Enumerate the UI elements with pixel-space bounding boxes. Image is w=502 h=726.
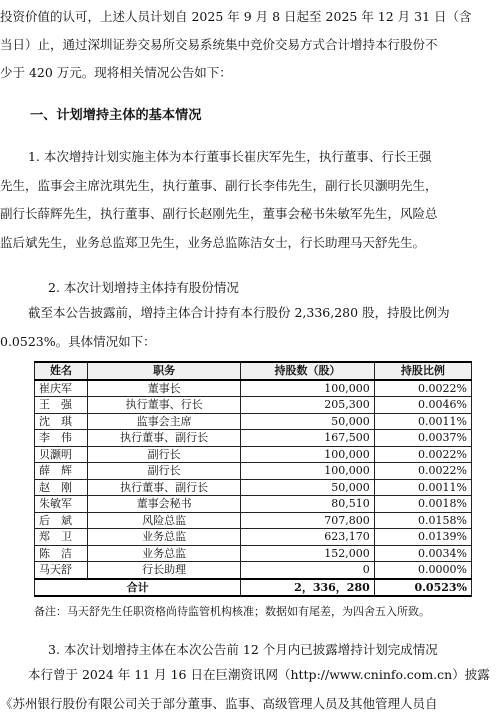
cell-shares: 50,000 [241, 413, 375, 430]
total-shares: 2，336，280 [241, 579, 375, 597]
table-row [35, 430, 472, 447]
holdings-table [34, 361, 472, 597]
header-position: 职务 [88, 362, 241, 380]
table-total-row [35, 579, 472, 597]
paragraph-3-line-1: 本行曾于 2024 年 11 月 16 日在巨潮资讯网（http://www.cninfo.com.cn）披露 [28, 667, 490, 682]
cell-shares: 0 [241, 562, 375, 579]
intro-line-3: 少于 420 万元。现将相关情况公告如下： [0, 65, 232, 80]
subsection-2-title: 2. 本次计划增持主体持有股份情况 [48, 280, 239, 295]
header-name: 姓名 [35, 362, 88, 380]
cell-position: 风险总监 [88, 512, 241, 529]
cell-name: 陈 洁 [35, 545, 88, 562]
cell-position: 副行长 [88, 463, 241, 480]
cell-ratio: 0.0022% [374, 446, 471, 463]
paragraph-1-line-3: 副行长薛辉先生，执行董事、副行长赵刚先生，董事会秘书朱敏军先生，风险总 [0, 206, 438, 221]
cell-position: 执行董事、副行长 [88, 430, 241, 447]
paragraph-1-line-2: 先生，监事会主席沈琪先生，执行董事、副行长李伟先生，副行长贝灏明先生， [0, 178, 438, 193]
cell-ratio: 0.0139% [374, 529, 471, 546]
cell-ratio: 0.0034% [374, 545, 471, 562]
cell-shares: 100,000 [241, 380, 375, 397]
paragraph-3-line-2: 《苏州银行股份有限公司关于部分董事、监事、高级管理人员及其他管理人员自 [0, 696, 438, 711]
cell-shares: 152,000 [241, 545, 375, 562]
cell-shares: 80,510 [241, 496, 375, 513]
cell-name: 贝灏明 [35, 446, 88, 463]
cell-name: 王 强 [35, 397, 88, 414]
cell-ratio: 0.0000% [374, 562, 471, 579]
cell-name: 后 斌 [35, 512, 88, 529]
table-row [35, 562, 472, 579]
cell-ratio: 0.0046% [374, 397, 471, 414]
cell-name: 李 伟 [35, 430, 88, 447]
cell-position: 执行董事、副行长 [88, 479, 241, 496]
table-row [35, 446, 472, 463]
cell-name: 赵 刚 [35, 479, 88, 496]
cell-shares: 167,500 [241, 430, 375, 447]
header-ratio: 持股比例 [374, 362, 471, 380]
paragraph-1-line-1: 1. 本次增持计划实施主体为本行董事长崔庆军先生，执行董事、行长王强 [28, 149, 432, 164]
table-row [35, 545, 472, 562]
table-row [35, 496, 472, 513]
cell-position: 执行董事、行长 [88, 397, 241, 414]
cell-shares: 100,000 [241, 463, 375, 480]
section-1-title: 一、计划增持主体的基本情况 [30, 108, 202, 123]
cell-position: 副行长 [88, 446, 241, 463]
cell-ratio: 0.0011% [374, 479, 471, 496]
cell-name: 沈 琪 [35, 413, 88, 430]
table-row [35, 529, 472, 546]
cell-name: 崔庆军 [35, 380, 88, 397]
table-row [35, 479, 472, 496]
cell-position: 董事长 [88, 380, 241, 397]
paragraph-2-line-1: 截至本公告披露前，增持主体合计持有本行股份 2,336,280 股，持股比例为 [28, 305, 450, 320]
total-label: 合计 [35, 579, 241, 597]
cell-name: 郑 卫 [35, 529, 88, 546]
table-row [35, 463, 472, 480]
cell-name: 薛 辉 [35, 463, 88, 480]
cell-ratio: 0.0011% [374, 413, 471, 430]
cell-position: 业务总监 [88, 529, 241, 546]
cell-shares: 100,000 [241, 446, 375, 463]
cell-ratio: 0.0018% [374, 496, 471, 513]
paragraph-2-line-2: 0.0523%。具体情况如下： [0, 334, 156, 349]
cell-ratio: 0.0022% [374, 380, 471, 397]
cell-shares: 50,000 [241, 479, 375, 496]
cell-ratio: 0.0158% [374, 512, 471, 529]
subsection-3-title: 3. 本次计划增持主体在本次公告前 12 个月内已披露增持计划完成情况 [48, 642, 438, 657]
cell-name: 马天舒 [35, 562, 88, 579]
table-row [35, 397, 472, 414]
cell-shares: 707,800 [241, 512, 375, 529]
table-note: 备注：马天舒先生任职资格尚待监管机构核准；数据如有尾差，为四舍五入所致。 [34, 605, 430, 618]
cell-position: 行长助理 [88, 562, 241, 579]
intro-line-1: 投资价值的认可，上述人员计划自 2025 年 9 月 8 日起至 2025 年 12 月 31 日（含 [0, 9, 472, 24]
cell-name: 朱敏军 [35, 496, 88, 513]
header-shares: 持股数（股） [241, 362, 375, 380]
table-row [35, 380, 472, 397]
table-header-row [35, 362, 472, 380]
cell-ratio: 0.0022% [374, 463, 471, 480]
total-ratio: 0.0523% [374, 579, 471, 597]
table-row [35, 413, 472, 430]
cell-shares: 205,300 [241, 397, 375, 414]
cell-ratio: 0.0037% [374, 430, 471, 447]
intro-line-2: 当日）止，通过深圳证券交易所交易系统集中竞价交易方式合计增持本行股份不 [0, 37, 438, 52]
cell-position: 业务总监 [88, 545, 241, 562]
table-row [35, 512, 472, 529]
paragraph-1-line-4: 监后斌先生，业务总监郑卫先生，业务总监陈洁女士，行长助理马天舒先生。 [0, 235, 426, 250]
cell-position: 监事会主席 [88, 413, 241, 430]
cell-shares: 623,170 [241, 529, 375, 546]
cell-position: 董事会秘书 [88, 496, 241, 513]
